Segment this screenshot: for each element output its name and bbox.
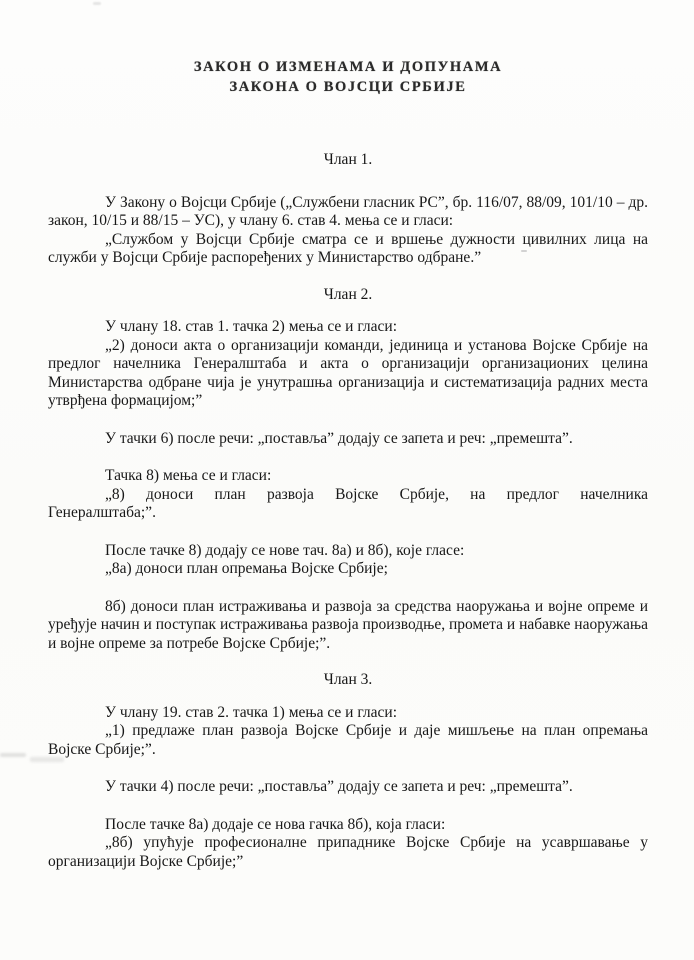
paragraph: „Службом у Војсци Србије сматра се и вршење дужности цивилних лица на служби у Војсци Србије распоређених у Министарство одбране.” [48, 230, 648, 266]
document-title [48, 0, 648, 97]
paragraph: „1) предлаже план развоја Војске Србије и даје мишљење на план опремања Војске Србије;”. [48, 722, 648, 758]
paragraph: „8б) упућује професионалне припаднике Војске Србије на усавршавање у организацији Војске Србије;” [48, 834, 648, 870]
paragraph: У члану 19. став 2. тачка 1) мења се и гласи: [105, 703, 398, 721]
document-title-line-1: ЗАКОН О ИЗМЕНАМА И ДОПУНАМА [193, 59, 503, 75]
article-1-heading: Члан 1. [323, 151, 373, 168]
article-2-heading: Члан 2. [323, 285, 373, 303]
paragraph: У члану 18. став 1. тачка 2) мења се и гласи: [105, 318, 398, 335]
article-3-heading: Члан 3. [323, 671, 373, 688]
paragraph: После тачке 8а) додаје се нова гачка 8б), која гласи: [105, 815, 446, 833]
paragraph: У тачки 4) после речи: „поставља” додају се запета и реч: „премешта”. [105, 778, 573, 795]
paragraph: У тачки 6) после речи: „поставља” додају се запета и реч: „премешта”. [105, 429, 573, 447]
paragraph: У Закону о Војсци Србије („Службени гласник РС”, бр. 116/07, 88/09, 101/10 – др. закон, 10/15 и 88/15 – УС), у члану 6. став 4. мења се и гласи: [48, 193, 648, 229]
paragraph: „8) доноси план развоја Војске Србије, на предлог начелника Генералштаба;”. [48, 485, 648, 521]
paragraph: После тачке 8) додају се нове тач. 8а) и 8б), које гласе: [105, 541, 465, 559]
paragraph: 8б) доноси план истраживања и развоја за средства наоружања и војне опреме и уређује начин и поступак истраживања развоја производње, промета и набавке наоружања и војне опреме за потребе Војске Србије;”. [48, 597, 648, 652]
paragraph: „8а) доноси план опремања Војске Србије; [105, 560, 388, 577]
paragraph: Тачка 8) мења се и гласи: [105, 467, 272, 484]
document-title-line-2: ЗАКОНА О ВОЈСЦИ СРБИЈЕ [229, 79, 467, 95]
paragraph: „2) доноси акта о организацији команди, јединица и установа Војске Србије на предлог начелника Генералштаба и акта о организацији организационих целина Министарства одбране чија је унутрашња организација и систематизација радних места утврђена формацијом;” [48, 336, 648, 409]
